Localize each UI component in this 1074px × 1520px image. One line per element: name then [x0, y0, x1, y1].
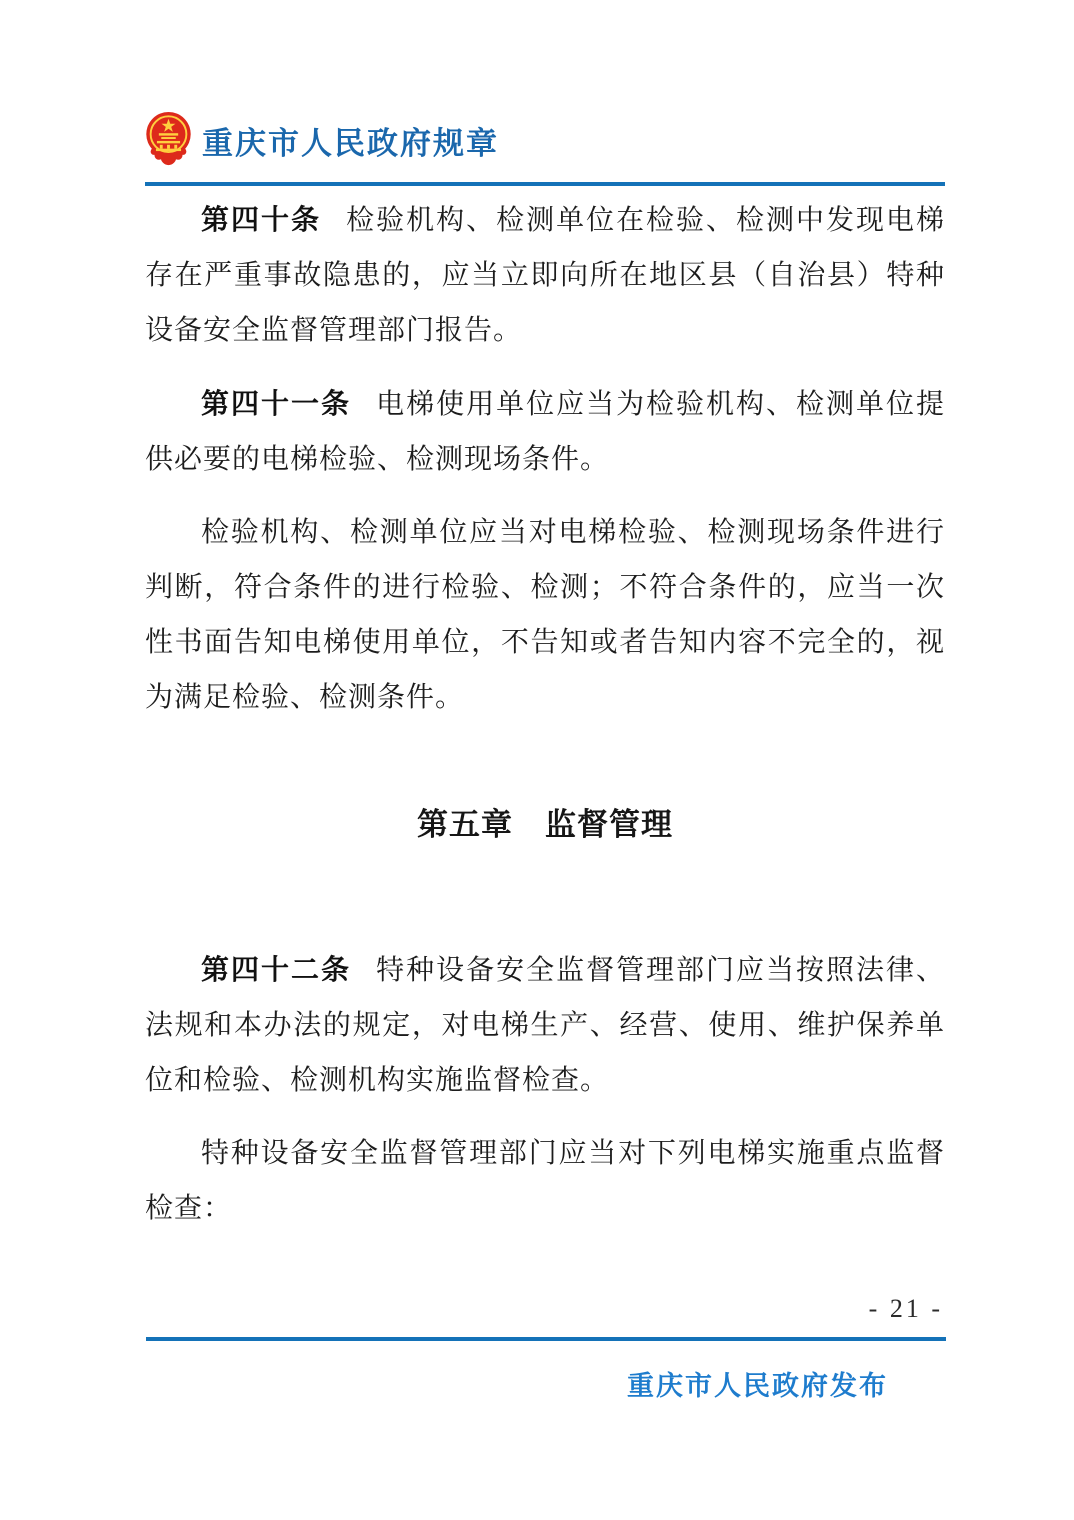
chapter-heading: 第五章 监督管理	[417, 807, 673, 842]
document-body	[145, 192, 945, 1236]
article-41-paragraph-2-text: 检验机构、检测单位应当对电梯检验、检测现场条件进行判断，符合条件的进行检验、检测；不符合条件的，应当一次性书面告知电梯使用单位，不告知或者告知内容不完全的，视为满足检验、检测条件。	[145, 517, 945, 713]
article-40-paragraph	[145, 192, 945, 358]
article-41-number: 第四十一条	[201, 388, 351, 419]
footer-divider	[146, 1337, 946, 1341]
page-number: - 21 -	[868, 1294, 943, 1323]
header-divider	[145, 182, 945, 186]
header-title: 重庆市人民政府规章	[202, 125, 499, 161]
publisher-label: 重庆市人民政府发布	[627, 1371, 888, 1401]
article-42-paragraph	[145, 942, 945, 1108]
national-emblem-icon	[145, 111, 192, 172]
article-42-number: 第四十二条	[201, 954, 351, 985]
article-40-text: 检验机构、检测单位在检验、检测中发现电梯存在严重事故隐患的，应当立即向所在地区县（自治县）特种设备安全监督管理部门报告。	[145, 205, 945, 346]
article-41-text: 电梯使用单位应当为检验机构、检测单位提供必要的电梯检验、检测现场条件。	[145, 389, 945, 475]
article-42-paragraph-2-text: 特种设备安全监督管理部门应当对下列电梯实施重点监督检查：	[145, 1138, 945, 1224]
article-40-number: 第四十条	[201, 204, 321, 235]
article-41-paragraph	[145, 376, 945, 487]
article-42-text: 特种设备安全监督管理部门应当按照法律、法规和本办法的规定，对电梯生产、经营、使用、维护保养单位和检验、检测机构实施监督检查。	[145, 955, 945, 1096]
article-42-paragraph-2	[145, 1126, 945, 1236]
page-header	[145, 113, 945, 169]
article-41-paragraph-2	[145, 505, 945, 725]
